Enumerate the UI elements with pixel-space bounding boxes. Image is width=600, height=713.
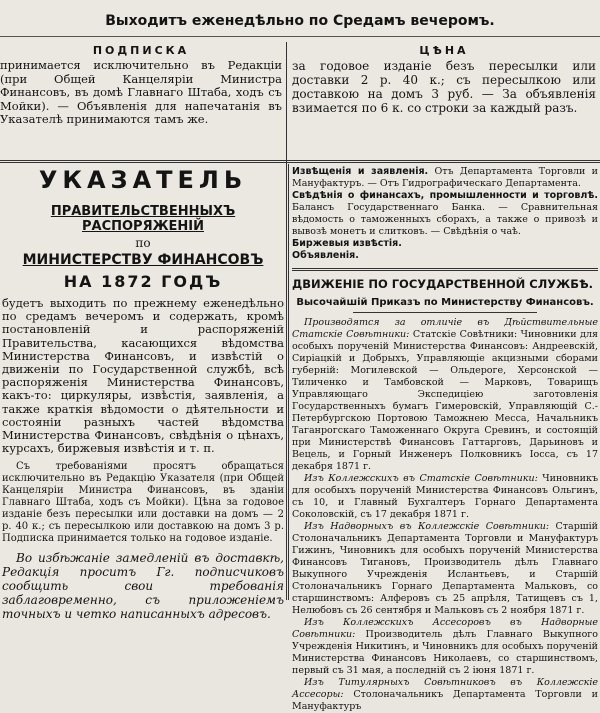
subtitle-rule	[353, 312, 537, 313]
requirements-paragraph: Съ требованіями просятъ обращаться исключительно въ Редакцію Указателя (при Общей Канцеляріи Министра Финансовъ, въ зданіи Главнаго Штаба, ходъ съ Мойки). Цѣна за годовое изданіе безъ пересылки или доставки на домъ — 2 р. 40 к.; съ пересылкою или доставкою на домъ 3 р. Подписка принимается только на годовое изданіе.	[2, 461, 284, 545]
promotion-lead-5: Изъ Титулярныхъ Совѣтниковъ въ Коллежскіе Ассесоры:	[292, 677, 598, 700]
ukaz-po: по	[135, 236, 151, 250]
promotion-text-5: Столоначальникъ Департамента Торговли и Мануфактуръ	[292, 689, 598, 712]
column-divider	[286, 164, 289, 600]
promotion-text-1: Статскіе Совѣтники: Чиновники для особыхъ порученій Министерства Финансовъ: Андреевскій, Сиріацкій и Добрыхъ, Управляющіе акцизными сборами губерній: Могилевской — Ольдероге, Херсонской — Тиличенко и Тамбовской — Марковъ, Товарищъ Управляющаго Экспедиціею заготовленія Государственныхъ бумагъ Гимеровскій, Управляющій С.-Петербургскою Портовою Таможнею Месса, Начальникъ Таганрогскаго Таможеннаго Округа Сревинъ, и состоящій при Министерствѣ Финансовъ Гаттарговъ, Дарьиновъ и Вецель, и Горный Инженеръ Полковникъ Іосса, съ 17 декабря 1871 г.	[292, 329, 598, 472]
promotion-block-5	[292, 677, 598, 713]
promotion-text-4: Производитель дѣлъ Главнаго Выкупного Учрежденія Никитинъ, и Чиновникъ для особыхъ порученій Министерства Финансовъ Николаевъ, со старшинствомъ, первый съ 31 мая, а последній съ 2 іюня 1871 г.	[292, 629, 599, 676]
promotion-text-2: Чиновникъ для особыхъ порученій Министерства Финансовъ Ольгинъ, съ 10, и Главный Бухгалтеръ Горнаго Департамента Соколовскій, съ 17 декабря 1871 г.	[292, 473, 598, 520]
subscription-box	[0, 44, 282, 162]
section-title: ДВИЖЕНІЕ ПО ГОСУДАРСТВЕННОЙ СЛУЖБѢ.	[292, 277, 594, 291]
masthead-title: Выходитъ еженедѣльно по Средамъ вечеромъ.	[105, 13, 495, 29]
left-column	[2, 164, 284, 622]
promotion-lead-4: Изъ Коллежскихъ Ассесоровъ въ Надворные Совѣтники:	[292, 617, 598, 640]
toc-notices-label: Извѣщенія и заявленія.	[292, 166, 429, 177]
toc-notices-text2: — Отъ Гидрографическаго Департамента.	[367, 178, 581, 189]
top-divider	[286, 42, 287, 164]
ukaz-ministry: МИНИСТЕРСТВУ ФИНАНСОВЪ	[22, 252, 264, 268]
promotion-block-1	[292, 317, 598, 473]
toc-finance-label: Свѣдѣнія о финансахъ, промышленности и торговлѣ.	[292, 190, 598, 201]
delivery-note: Во избѣжаніе замедленій въ доставкѣ, Редакція проситъ Гг. подписчиковъ сообщить свои требованія заблаговременно, съ приложеніемъ точныхъ и четко написанныхъ адресовъ.	[2, 551, 284, 622]
toc-finance-text: Балансъ Государственнаго Банка. — Сравнительная вѣдомость о таможенныхъ сборахъ, а также о привозѣ и вывозѣ монетъ и слитковъ. — Свѣдѣнія о чаѣ.	[292, 202, 598, 237]
ukaz-title: УКАЗАТЕЛЬ	[38, 166, 248, 194]
subscription-heading: ПОДПИСКА	[92, 44, 190, 57]
announcement-paragraph: будетъ выходить по прежнему еженедѣльно по средамъ вечеромъ и содержать, кромѣ постановленій и распоряженій Правительства, касающихся вѣдомства Министерства Финансовъ, и извѣстій о движеніи по Государственной службѣ, всѣ распоряженія Министерства Финансовъ, какъ-то: циркуляры, извѣстія, заявленія, а также краткія вѣдомости о дѣятельности и состояніи разныхъ частей вѣдомства Министерства Финансовъ, свѣдѣнія о цѣнахъ, курсахъ, биржевыя извѣстія и т. п.	[2, 296, 284, 456]
promotion-block-2	[292, 473, 598, 521]
toc-notices	[292, 166, 598, 190]
promotion-text-3: Старшій Столоначальникъ Департамента Торговли и Мануфактуръ Гижинъ, Чиновникъ для особыхъ порученій Министерства Финансовъ Тигановъ, Производитель дѣлъ Главнаго Выкупного Учрежденія Ислантьевъ, и Старшій Столоначальникъ Горнаго Департамента Мальковъ, со старшинствомъ: Алферовъ съ 25 апрѣля, Татищевъ съ 1, Нелюбовъ съ 26 сентября и Мальковъ съ 2 ноября 1871 г.	[292, 521, 598, 616]
toc-ads: Объявленія.	[292, 250, 359, 261]
masthead	[0, 0, 600, 40]
toc-notices-text1: Отъ Департамента Торговли и Мануфактуръ.	[292, 166, 598, 189]
ukaz-subtitle: ПРАВИТЕЛЬСТВЕННЫХЪ РАСПОРЯЖЕНІЙ	[50, 204, 236, 234]
toc-exchange: Биржевыя извѣстія.	[292, 238, 402, 249]
promotion-lead-2: Изъ Коллежскихъ въ Статскіе Совѣтники:	[304, 473, 538, 484]
subscription-text: принимается исключительно въ Редакціи (при Общей Канцеляріи Министра Финансовъ, въ домѣ Главнаго Штаба, ходъ съ Мойки). — Объявленія для напечатанія въ Указателѣ принимаются тамъ же.	[0, 58, 282, 126]
ukaz-year: НА 1872 ГОДЪ	[63, 272, 223, 291]
right-column	[292, 164, 599, 712]
masthead-rule	[0, 36, 600, 37]
toc-finance	[292, 190, 598, 238]
promotion-block-3	[292, 521, 598, 617]
price-text: за годовое изданіе безъ пересылки или доставки 2 р. 40 к.; съ пересылкою или доставкою на домъ 3 руб. — За объявленія взимается по 6 к. со строки за каждый разъ.	[292, 59, 596, 115]
promotion-lead-3: Изъ Надворныхъ въ Коллежскіе Совѣтники:	[304, 521, 550, 532]
toc-rule	[292, 268, 598, 271]
section-subtitle: Высочайшій Приказъ по Министерству Финансовъ.	[296, 297, 594, 308]
promotion-lead-1: Производятся за отличіе въ Дѣйствительные Статскіе Совѣтники:	[292, 317, 598, 340]
top-rule	[0, 160, 600, 163]
price-heading: ЦѢНА	[419, 44, 469, 57]
promotion-block-4	[292, 617, 598, 677]
price-box	[292, 44, 596, 162]
